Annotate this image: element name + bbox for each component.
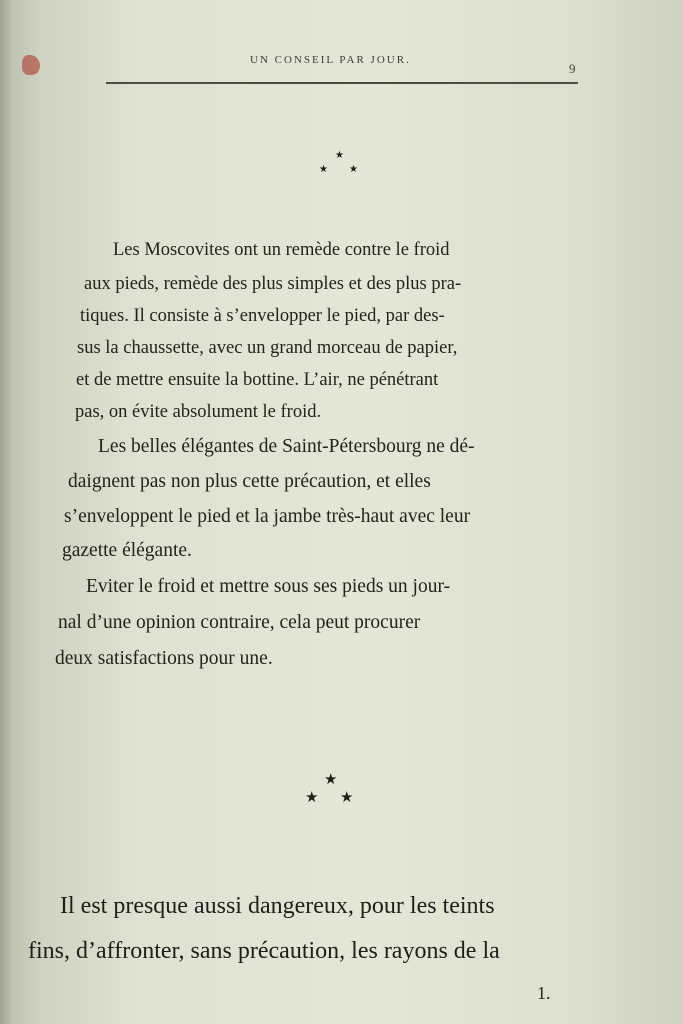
star-icon: ★	[324, 770, 338, 788]
text-line: daignent pas non plus cette précaution, et elles	[68, 471, 431, 492]
header-rule	[106, 82, 578, 84]
star-icon: ★	[335, 150, 344, 161]
text-line: s’enveloppent le pied et la jambe très-haut avec leur	[64, 506, 471, 527]
star-icon: ★	[305, 788, 319, 806]
text-line: fins, d’affronter, sans précaution, les rayons de la	[28, 938, 500, 964]
star-icon: ★	[319, 164, 328, 175]
text-line: aux pieds, remède des plus simples et des plus pra-	[84, 274, 462, 294]
text-line: Les belles élégantes de Saint-Pétersbourg ne dé-	[98, 436, 475, 457]
running-title: UN CONSEIL PAR JOUR.	[250, 54, 411, 66]
star-icon: ★	[340, 788, 354, 806]
text-line: pas, on évite absolument le froid.	[75, 402, 322, 422]
text-line: gazette élégante.	[62, 540, 192, 561]
text-line: deux satisfactions pour une.	[55, 648, 273, 669]
asterism-top	[316, 150, 364, 184]
star-icon: ★	[349, 164, 358, 175]
text-line: tiques. Il consiste à s’envelopper le pied, par des-	[80, 306, 445, 326]
text-line: et de mettre ensuite la bottine. L’air, ne pénétrant	[76, 370, 439, 390]
text-line: sus la chaussette, avec un grand morceau de papier,	[77, 338, 458, 358]
asterism-bottom	[300, 770, 364, 812]
signature-mark: 1.	[537, 983, 551, 1003]
page-gutter-shadow	[0, 0, 22, 1024]
text-line: Il est presque aussi dangereux, pour les teints	[60, 893, 495, 919]
text-line: nal d’une opinion contraire, cela peut procurer	[58, 612, 421, 633]
page-number: 9	[569, 61, 576, 76]
text-line: Les Moscovites ont un remède contre le froid	[113, 240, 450, 260]
text-line: Eviter le froid et mettre sous ses pieds un jour-	[86, 576, 451, 597]
red-ink-stain	[22, 55, 40, 75]
